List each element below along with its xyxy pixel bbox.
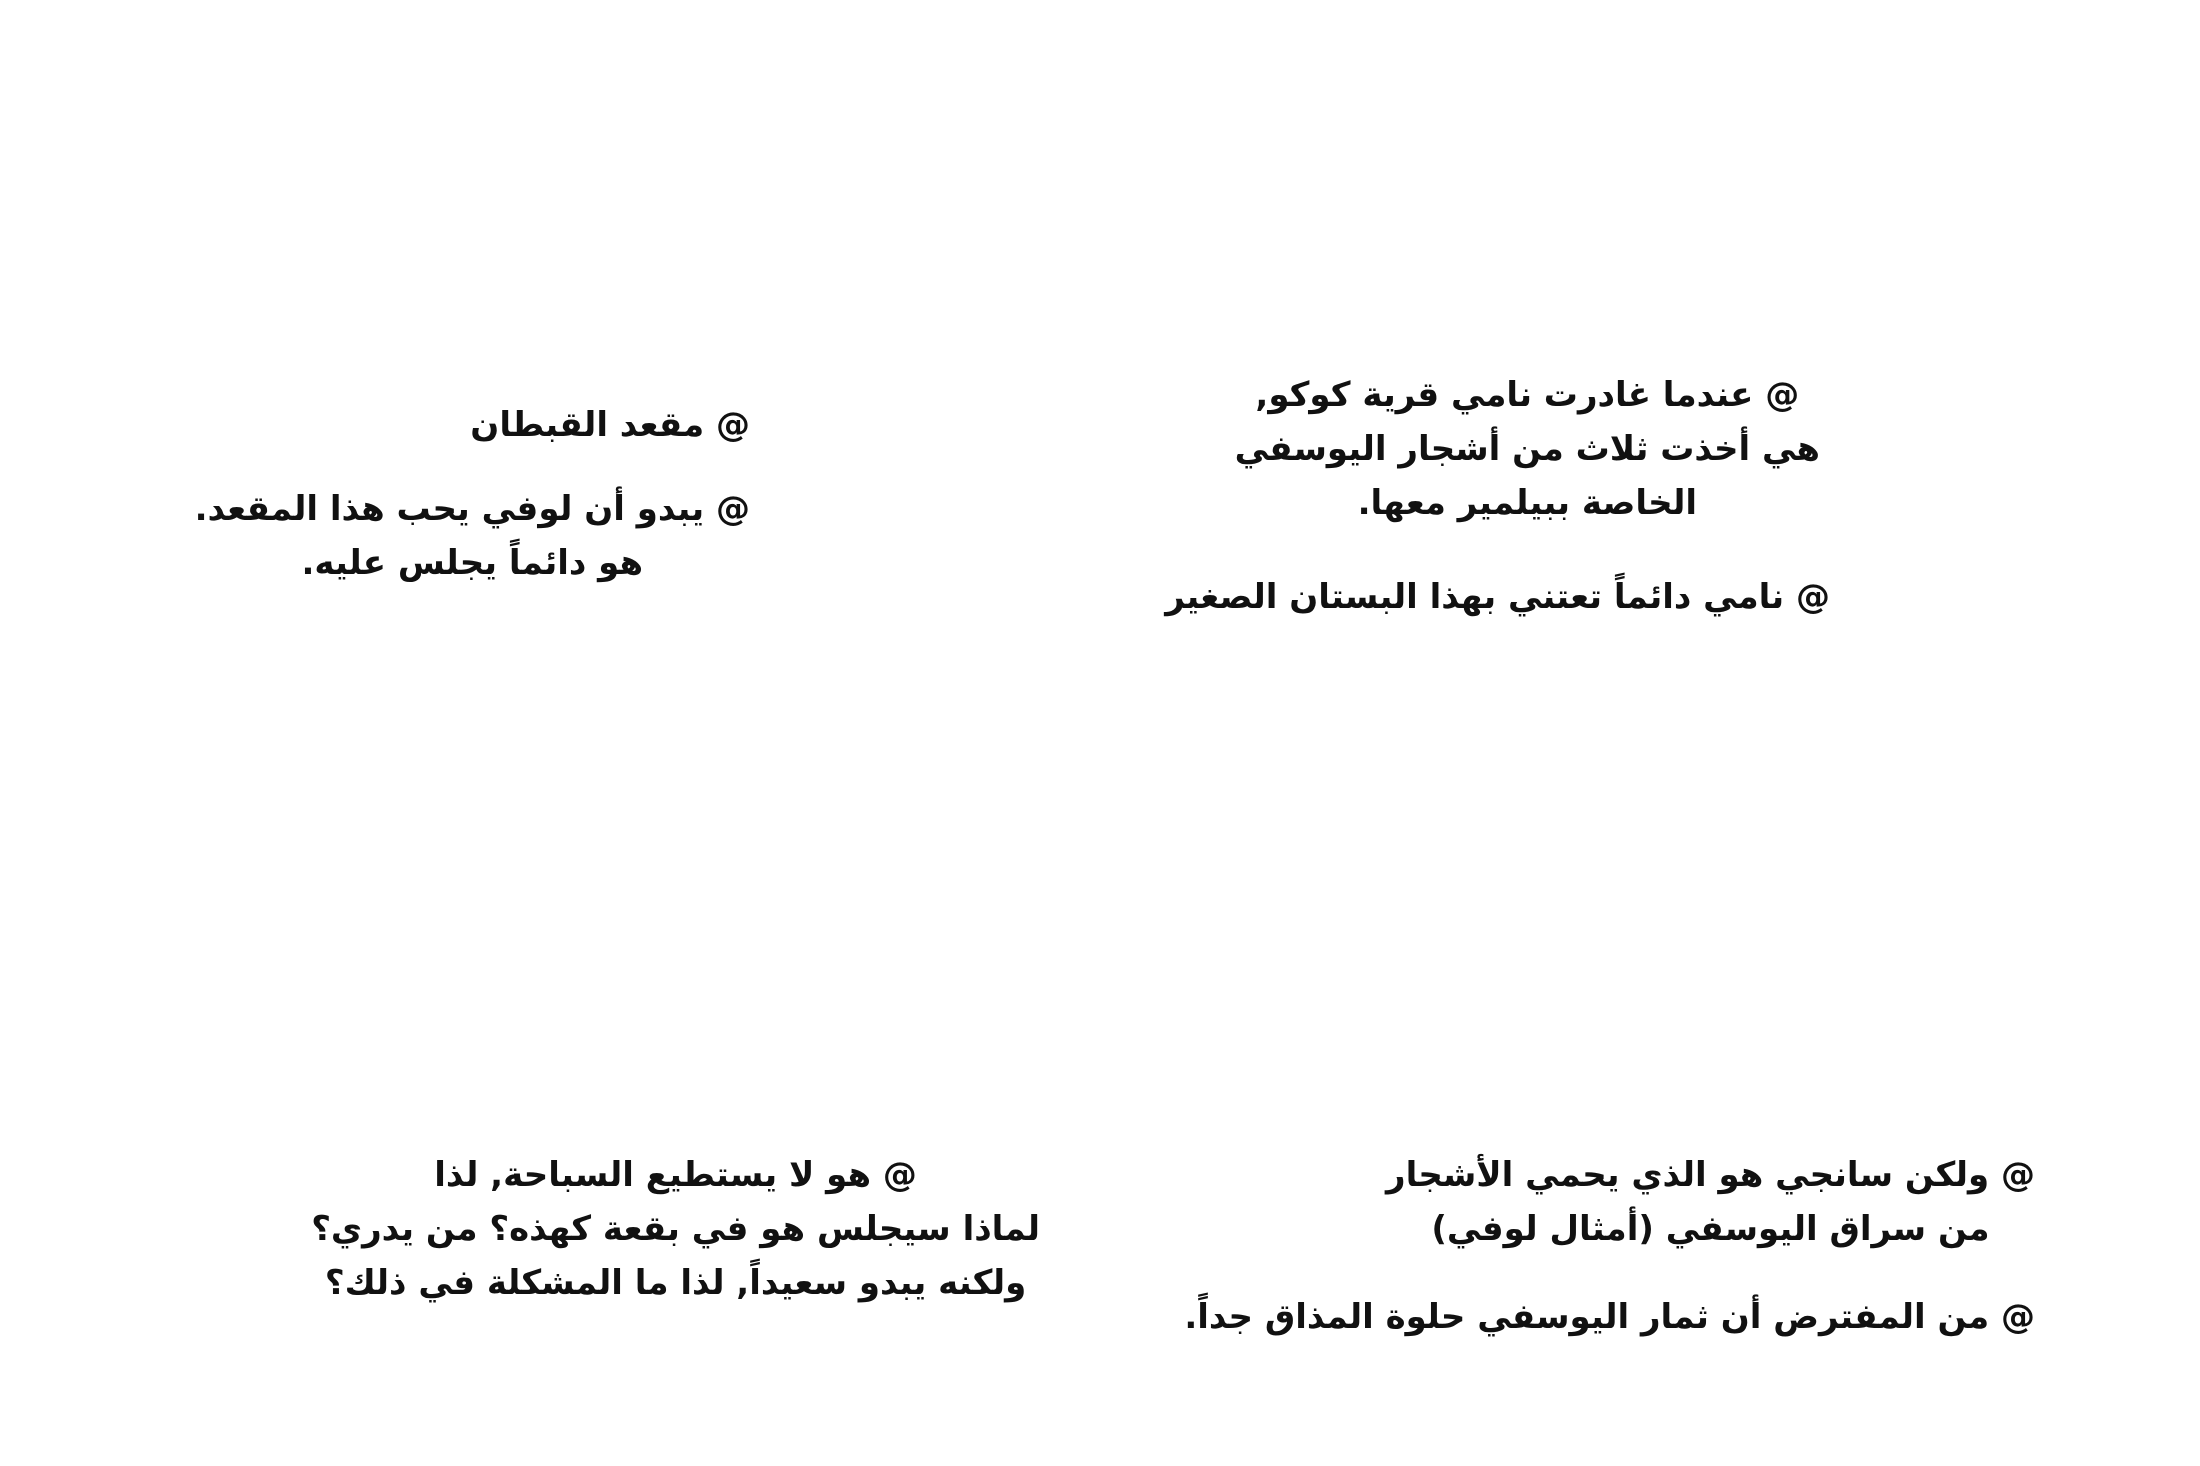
text-line: @ هو لا يستطيع السباحة, لذا xyxy=(434,1155,917,1195)
text-line: @ عندما غادرت نامي قرية كوكو, xyxy=(1255,375,1800,415)
text-line: الخاصة ببيلمير معها. xyxy=(1357,483,1698,523)
text-line: @ من المفترض أن ثمار اليوسفي حلوة المذاق جداً. xyxy=(1184,1297,2035,1337)
text-line: من سراق اليوسفي (أمثال لوفي) xyxy=(1431,1209,1990,1249)
text-line: ولكنه يبدو سعيداً, لذا ما المشكلة في ذلك؟ xyxy=(324,1263,1027,1303)
paragraph-2 xyxy=(195,482,750,590)
text-line: هي أخذت ثلاث من أشجار اليوسفي xyxy=(1234,429,1820,469)
text-line: هو دائماً يجلس عليه. xyxy=(301,543,644,583)
paragraph-3 xyxy=(1386,1148,2035,1256)
text-line: @ ولكن سانجي هو الذي يحمي الأشجار xyxy=(1386,1155,2035,1195)
paragraph-3 xyxy=(311,1148,1040,1310)
text-line: لماذا سيجلس هو في بقعة كهذه؟ من يدري؟ xyxy=(311,1209,1040,1249)
text-line: @ نامي دائماً تعتني بهذا البستان الصغير xyxy=(1165,577,1830,617)
paragraph-1 xyxy=(1235,368,1820,530)
text-line: @ يبدو أن لوفي يحب هذا المقعد. xyxy=(194,489,750,529)
paragraph-4 xyxy=(1184,1290,2035,1344)
paragraph-2 xyxy=(1165,570,1830,624)
paragraph-1 xyxy=(470,398,750,452)
text-line: @ مقعد القبطان xyxy=(470,405,750,445)
